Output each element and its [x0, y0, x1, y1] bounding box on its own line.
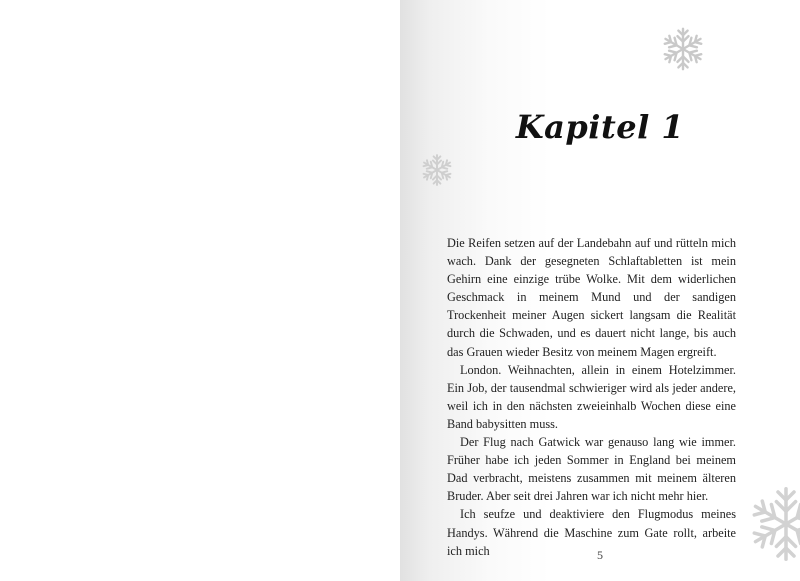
paragraph: London. Weihnachten, allein in einem Hotelzimmer. Ein Job, der tausendmal schwieriger wird als jeder andere, weil ich in den nächsten zweieinhalb Wochen diese eine Band babysitten muss. [447, 362, 736, 431]
right-page [400, 0, 800, 581]
snowflake-icon [660, 26, 706, 72]
chapter-body [447, 234, 736, 560]
paragraph: Die Reifen setzen auf der Landebahn auf und rütteln mich wach. Dank der gesegneten Schlaftabletten ist mein Gehirn eine einzige trübe Wolke. Mit dem widerlichen Geschmack in meinem Mund und der sandigen Trockenheit meiner Augen sickert langsam die Realität durch die Schwaden, und es dauert nicht lange, bis auch das Grauen wieder Besitz von meinem Magen ergreift. [447, 236, 736, 359]
paragraph: Ich seufze und deaktiviere den Flugmodus meines Handys. Während die Maschine zum Gate rollt, arbeite ich mich [447, 507, 736, 558]
snowflake-icon [420, 153, 454, 187]
chapter-title: Kapitel 1 [515, 108, 685, 146]
page-number: 5 [597, 548, 603, 562]
paragraph: Der Flug nach Gatwick war genauso lang wie immer. Früher habe ich jeden Sommer in England bei meinem Dad verbracht, meistens zusammen mit meinem älteren Bruder. Aber seit drei Jahren war ich nicht mehr hier. [447, 435, 736, 504]
